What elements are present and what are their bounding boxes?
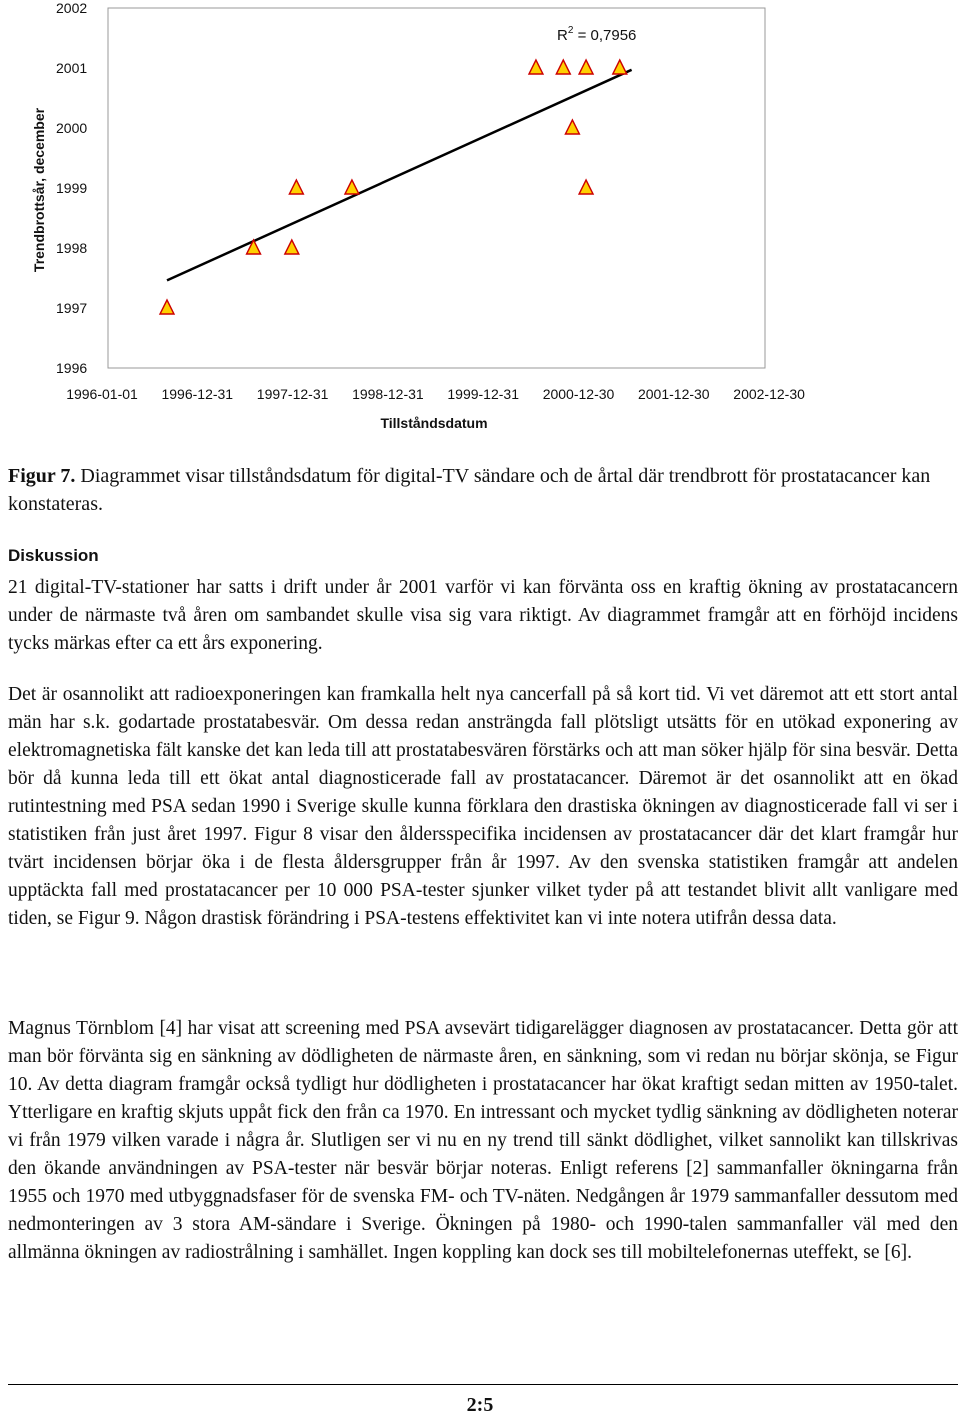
- x-tick-labels: [66, 386, 805, 402]
- x-tick-label: 1996-12-31: [161, 386, 234, 402]
- y-tick-label: 1997: [56, 300, 88, 316]
- x-tick-label: 2002-12-30: [733, 386, 805, 402]
- y-tick-label: 2000: [56, 120, 88, 136]
- plot-area: [108, 8, 765, 368]
- x-tick-label: 1997-12-31: [256, 386, 329, 402]
- figure-caption-text: Diagrammet visar tillståndsdatum för digital-TV sändare och de årtal där trendbrott för prostatacancer kan konstateras.: [8, 465, 931, 515]
- data-point-triangle: [285, 240, 299, 254]
- y-tick-label: 2001: [56, 60, 88, 76]
- data-point-triangle: [556, 60, 570, 74]
- data-point-triangle: [565, 120, 579, 134]
- figure-caption: [8, 462, 954, 518]
- page-number: 2:5: [466, 1394, 494, 1416]
- x-tick-label: 1999-12-31: [447, 386, 520, 402]
- r-squared-label: $R^2 = 0,7956$: [557, 25, 637, 44]
- data-point-triangle: [613, 60, 627, 74]
- data-point-triangle: [289, 180, 303, 194]
- x-axis-label: Tillståndsdatum: [380, 415, 488, 431]
- paragraph-1: [8, 574, 958, 658]
- y-tick-label: 1999: [56, 180, 88, 196]
- x-tick-label: 1998-12-31: [352, 386, 424, 402]
- data-points: [160, 60, 627, 314]
- y-tick-label: 2002: [56, 0, 88, 16]
- paragraph-3: [8, 1015, 958, 1267]
- data-point-triangle: [529, 60, 543, 74]
- y-axis-label: Trendbrottsår, december: [31, 107, 47, 273]
- section-heading: Diskussion: [8, 546, 99, 565]
- y-tick-label: 1998: [56, 240, 88, 256]
- paragraph-2: [8, 681, 958, 933]
- data-point-triangle: [579, 60, 593, 74]
- x-tick-label: 2001-12-30: [637, 386, 710, 402]
- data-point-triangle: [579, 180, 593, 194]
- paragraph-2-text: Det är osannolikt att radioexponeringen kan framkalla helt nya cancerfall på så kort tid. Vi vet däremot att ett stort antal män har s.k. godartade prostatabesvär. Om dessa redan ansträngda fall plötsligt utsätts för en utökad exponering av elektromagnetiska fält kanske det kan leda till att prostatabesvären förstärks och att man söker hjälp för sina besvär. Detta bör då kunna leda till ett ökat antal diagnosticerade fall av prostatacancer. Däremot är det osannolikt att en ökad rutintestning med PSA sedan 1990 i Sverige skulle kunna förklara den drastiska ökningen av diagnosticerade fall vi ser i statistiken från just året 1997. Figur 8 visar den åldersspecifika incidensen av prostatacancer där det klart framgår hur tvärt incidensen börjar öka i de flesta åldersgrupper från år 1997. Av den svenska statistiken framgår att andelen upptäckta fall med prostatacancer per 10 000 PSA-tester sjunker vilket tyder på att testandet blivit allt vanligare med tiden, se Figur 9. Någon drastisk förändring i PSA-testens effektivitet kan vi inte notera utifrån dessa data.: [8, 684, 958, 929]
- x-tick-label: 2000-12-30: [542, 386, 615, 402]
- scatter-chart: [0, 0, 960, 440]
- data-point-triangle: [160, 300, 174, 314]
- paragraph-3-text: Magnus Törnblom [4] har visat att screening med PSA avsevärt tidigarelägger diagnosen av prostatacancer. Detta gör att man bör förvänta sig en sänkning av dödligheten de närmaste åren, en sänkning, som vi redan nu börjar skönja, se Figur 10. Av detta diagram framgår också tydligt hur dödligheten i prostatacancer har ökat kraftigt sedan mitten av 1950-talet. Ytterligare en kraftig skjuts uppåt fick den från ca 1970. En intressant och mycket tydlig sänkning av dödligheten noterar vi från 1979 vilken varade i några år. Slutligen ser vi nu en ny trend till sänkt dödlighet, vilket sannolikt kan tillskrivas den ökande användningen av PSA-tester när besvär börjar noteras. Enligt referens [2] sammanfaller ökningarna från 1955 och 1970 med utbyggnadsfaser för de svenska FM- och TV-näten. Nedgången år 1979 sammanfaller dessutom med nedmonteringen av 3 stora AM-sändare i Sverige. Ökningen på 1980- och 1990-talen sammanfaller väl med den allmänna ökningen av radiostrålning i samhället. Ingen koppling kan dock ses till mobiltelefonernas uteffekt, se [6].: [8, 1018, 958, 1263]
- figure-caption-lead: Figur 7.: [8, 465, 76, 487]
- footer-rule: [8, 1384, 958, 1385]
- trendline: [167, 70, 632, 281]
- y-tick-labels: [56, 0, 87, 376]
- paragraph-1-text: 21 digital-TV-stationer har satts i drift under år 2001 varför vi kan förvänta oss en kraftig ökning av prostatacancern under de närmaste två åren om sambandet skulle visa sig vara riktigt. Av diagrammet framgår att en förhöjd incidens tycks märkas efter ca ett års exponering.: [8, 577, 958, 654]
- x-tick-label: 1996-01-01: [66, 386, 138, 402]
- data-point-triangle: [345, 180, 359, 194]
- y-tick-label: 1996: [56, 360, 88, 376]
